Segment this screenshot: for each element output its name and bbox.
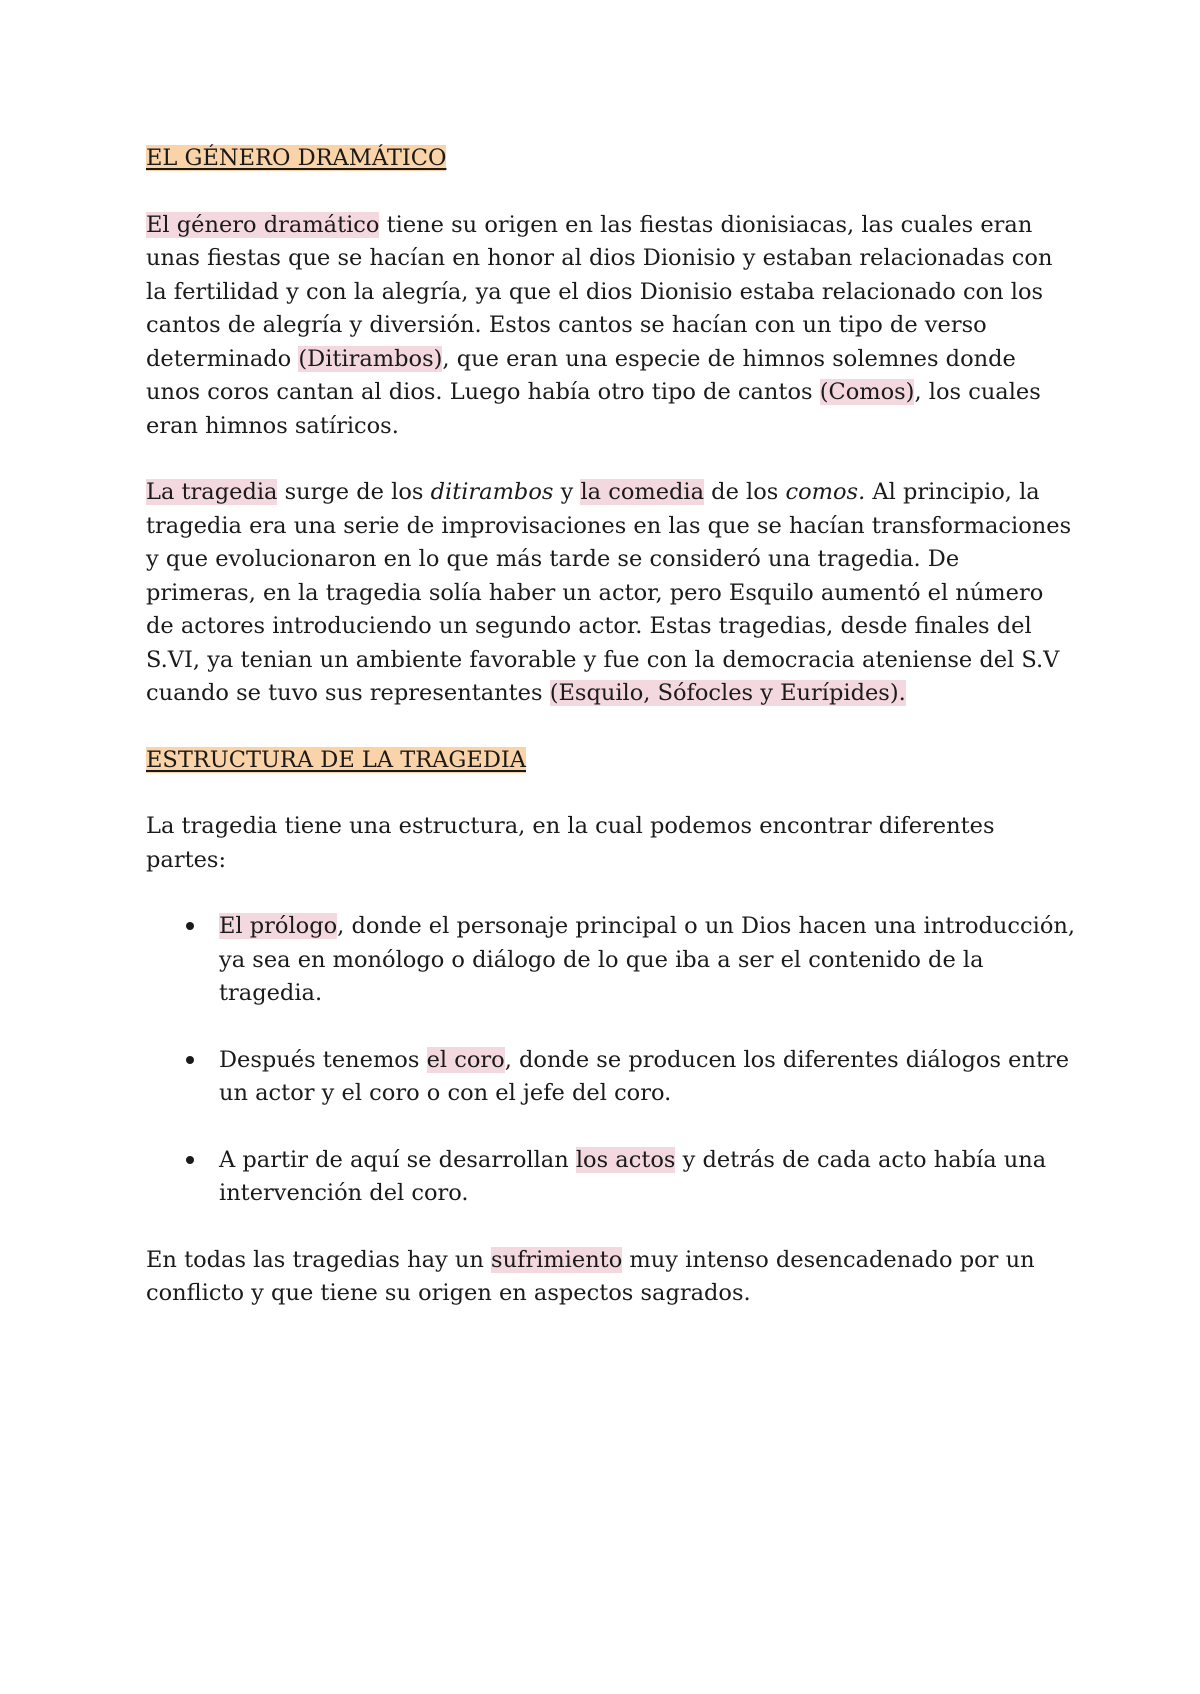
heading-genero-dramatico — [146, 142, 1076, 176]
highlight-genero-dramatico: El género dramático — [146, 211, 380, 238]
list-item-text: Después tenemos — [219, 1046, 427, 1073]
paragraph-text: muy intenso desencadenado por un conflicto y que tiene su origen en aspectos sagrados. — [146, 1246, 1035, 1306]
list-item-text: A partir de aquí se desarrollan — [219, 1146, 576, 1173]
paragraph-text: Al principio, la tragedia era una serie de improvisaciones en las que se hacían transformaciones y que evolucionaron en lo que más tarde se consideró una tragedia. De primeras, en la tragedia solía haber un actor, pero Esquilo aumentó el número de actores introduciendo un segundo actor. Estas tragedias, desde finales del S.VI, ya tenian un ambiente favorable y fue con la democracia ateniense del S.V cuando se tuvo sus representantes — [146, 479, 1072, 706]
parts-list — [146, 910, 1076, 1211]
paragraph-text: tiene su origen en las fiestas dionisiacas, las cuales eran unas fiestas que se hacían en honor al dios Dionisio y estaban relacionadas con la fertilidad y con la alegría, ya que el dios Dionisio estaba relacionado con los cantos de alegría y diversión. Estos cantos se hacían con un tipo de verso determinado — [146, 211, 1053, 372]
paragraph-text: y — [553, 479, 581, 505]
highlight-sufrimiento: sufrimiento — [491, 1246, 623, 1273]
bullet-icon — [186, 922, 194, 930]
list-item — [146, 1144, 1076, 1211]
list-item-text: , donde el personaje principal o un Dios hacen una introducción, ya sea en monólogo o diálogo de lo que iba a ser el contenido de la tragedia. — [219, 913, 1076, 1006]
paragraph-text: En todas las tragedias hay un — [146, 1246, 492, 1273]
paragraph-text: de los — [704, 479, 786, 505]
list-item-text: , donde se producen los diferentes diálogos entre un actor y el coro o con el jefe del coro. — [219, 1046, 1070, 1106]
paragraph-origen — [146, 209, 1076, 444]
paragraph-tragedia-comedia — [146, 476, 1076, 711]
list-item-text: y detrás de cada acto había una intervención del coro. — [219, 1146, 1047, 1206]
paragraph-estructura-intro: La tragedia tiene una estructura, en la cual podemos encontrar diferentes partes: — [146, 813, 995, 873]
italic-comos: comos. — [785, 479, 866, 505]
heading-estructura — [146, 744, 1076, 778]
highlight-ditirambos: (Ditirambos) — [298, 345, 443, 372]
bullet-icon — [186, 1156, 194, 1164]
highlight-autores: (Esquilo, Sófocles y Eurípides). — [549, 680, 906, 706]
highlight-coro: el coro — [426, 1046, 505, 1073]
heading-text: ESTRUCTURA DE LA TRAGEDIA — [146, 746, 527, 773]
paragraph-text: surge de los — [277, 479, 431, 505]
highlight-comos: (Comos) — [819, 379, 915, 405]
highlight-actos: los actos — [575, 1146, 676, 1173]
highlight-prologo: El prólogo — [219, 913, 338, 939]
italic-ditirambos: ditirambos — [430, 479, 554, 505]
bullet-icon — [186, 1056, 194, 1064]
paragraph-text: , los cuales eran himnos satíricos. — [146, 379, 1041, 439]
list-item — [146, 1044, 1076, 1111]
heading-text: EL GÉNERO DRAMÁTICO — [146, 145, 447, 171]
highlight-la-comedia: la comedia — [580, 479, 705, 505]
paragraph-sufrimiento — [146, 1244, 1076, 1311]
document-page — [146, 142, 1076, 1311]
highlight-la-tragedia: La tragedia — [146, 479, 278, 505]
paragraph-text: , que eran una especie de himnos solemnes donde unos coros cantan al dios. Luego había otro tipo de cantos — [146, 345, 1016, 405]
list-item — [146, 910, 1076, 1011]
